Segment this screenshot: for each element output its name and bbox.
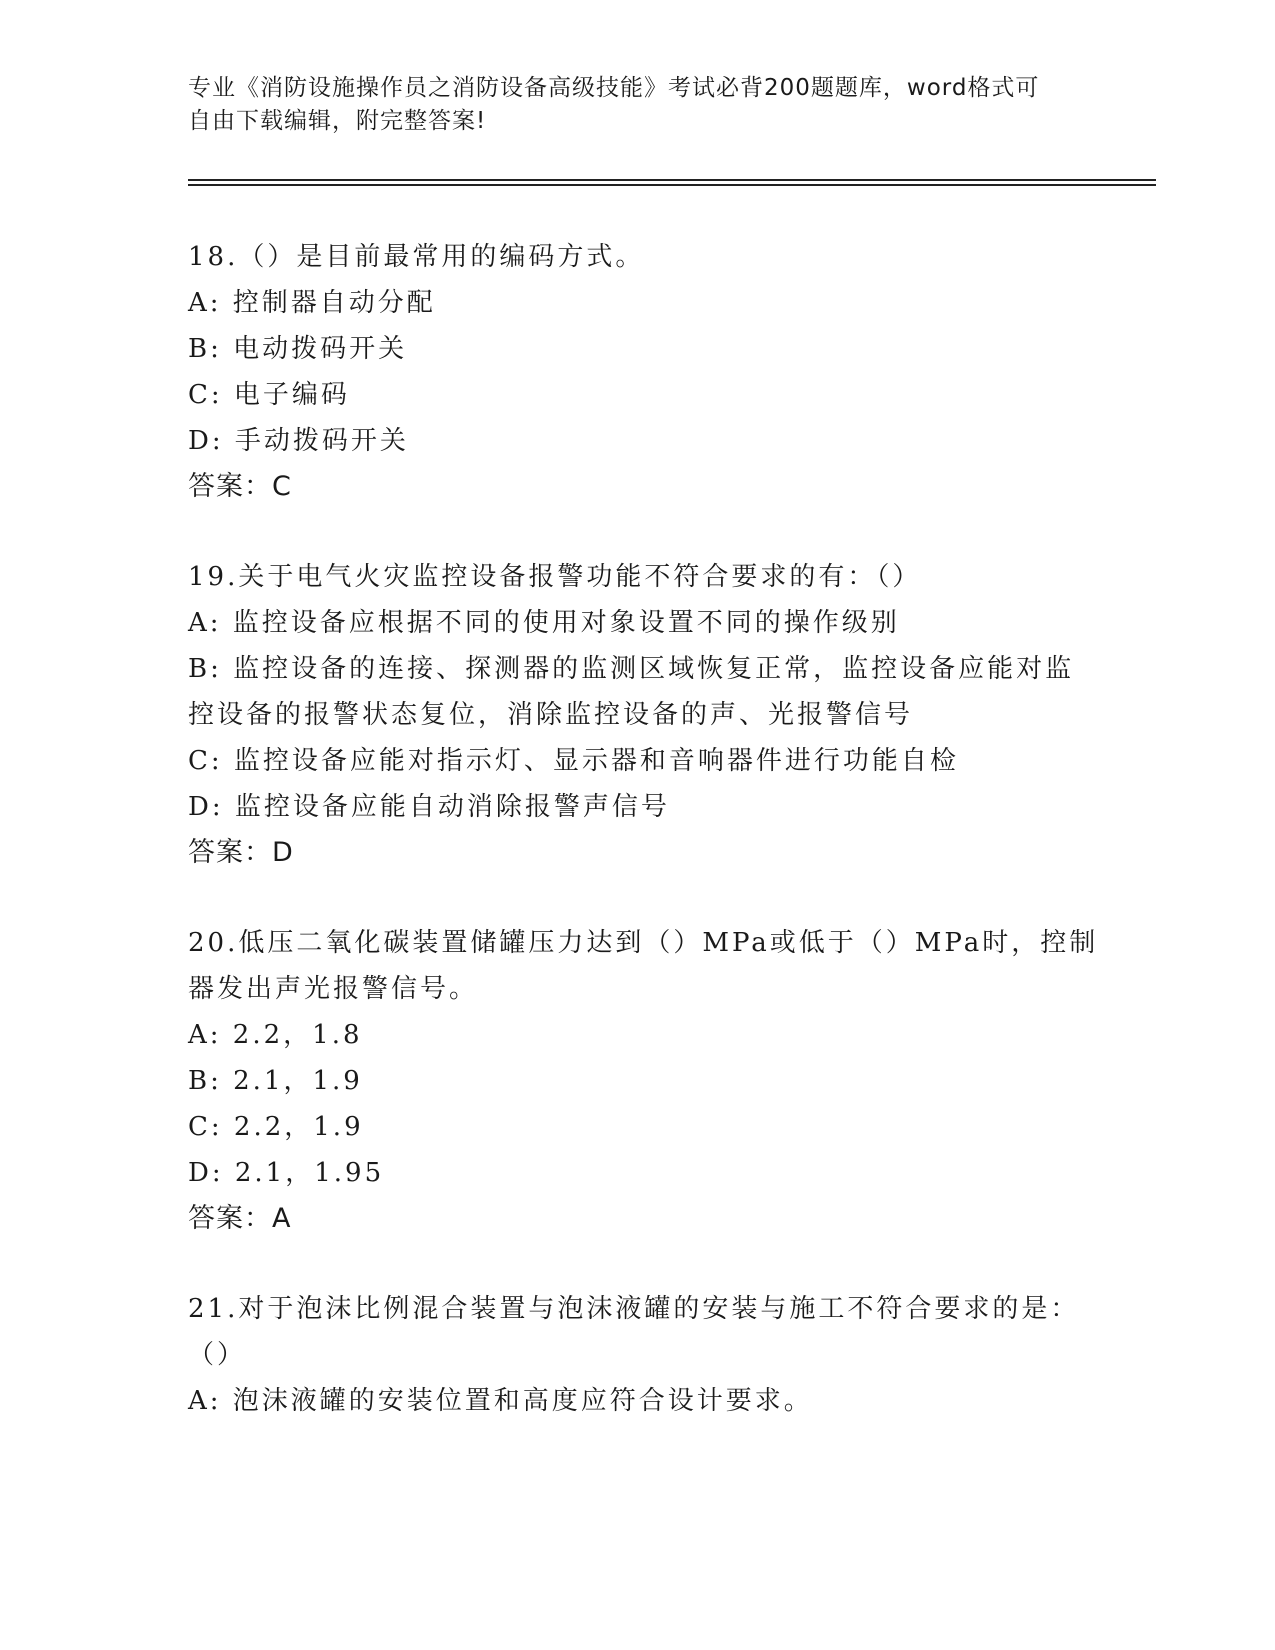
- question-stem: 21.对于泡沫比例混合装置与泡沫液罐的安装与施工不符合要求的是：: [188, 1294, 1080, 1324]
- option-a: A: 泡沫液罐的安装位置和高度应符合设计要求。: [188, 1386, 813, 1416]
- question-stem: 18.（）是目前最常用的编码方式。: [188, 242, 645, 272]
- answer: 答案：D: [188, 837, 294, 868]
- option-c: C: 电子编码: [188, 380, 350, 410]
- header-divider-bottom: [188, 184, 1156, 186]
- question-stem-continued: （）: [188, 1340, 247, 1370]
- option-b-continued: 控设备的报警状态复位，消除监控设备的声、光报警信号: [188, 700, 914, 730]
- header-divider-top: [188, 179, 1156, 181]
- option-b: B: 2.1，1.9: [188, 1066, 363, 1096]
- question-21: [188, 1286, 1088, 1424]
- answer: 答案：A: [188, 1203, 292, 1234]
- option-d: D: 手动拨码开关: [188, 426, 409, 456]
- answer: 答案：C: [188, 471, 292, 502]
- question-stem: 19.关于电气火灾监控设备报警功能不符合要求的有：（）: [188, 562, 922, 592]
- option-a: A: 2.2，1.8: [188, 1020, 363, 1050]
- document-header: [188, 72, 1088, 138]
- header-line-1: 专业《消防设施操作员之消防设备高级技能》考试必背200题题库，word格式可: [188, 75, 1040, 101]
- option-a: A: 监控设备应根据不同的使用对象设置不同的操作级别: [188, 608, 900, 638]
- option-b: B: 电动拨码开关: [188, 334, 408, 364]
- option-d: D: 监控设备应能自动消除报警声信号: [188, 792, 670, 822]
- question-stem-continued: 器发出声光报警信号。: [188, 974, 479, 1004]
- question-stem: 20.低压二氧化碳装置储罐压力达到（）MPa或低于（）MPa时，控制: [188, 928, 1099, 958]
- question-18: [188, 234, 1088, 510]
- header-line-2: 自由下载编辑，附完整答案!: [188, 108, 487, 134]
- question-19: [188, 554, 1088, 876]
- question-20: [188, 920, 1099, 1242]
- option-b: B: 监控设备的连接、探测器的监测区域恢复正常，监控设备应能对监: [188, 654, 1075, 684]
- option-a: A: 控制器自动分配: [188, 288, 436, 318]
- option-d: D: 2.1，1.95: [188, 1158, 385, 1188]
- option-c: C: 监控设备应能对指示灯、显示器和音响器件进行功能自检: [188, 746, 959, 776]
- option-c: C: 2.2，1.9: [188, 1112, 364, 1142]
